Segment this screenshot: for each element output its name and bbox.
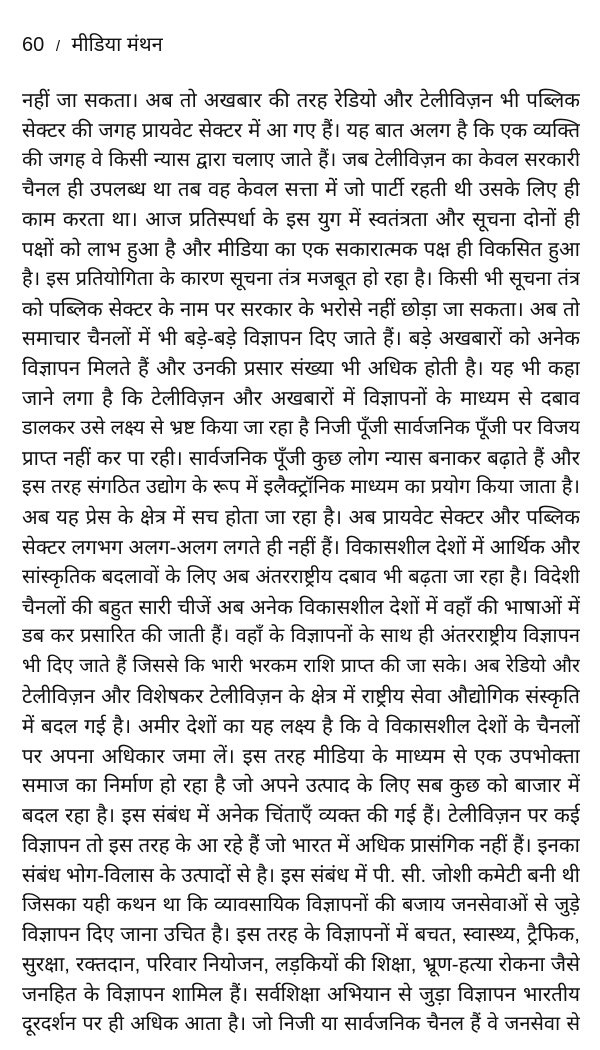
text-line: भी दिए जाते हैं जिससे कि भारी भरकम राशि प्राप्त की जा सके। अब रेडियो और xyxy=(22,655,580,678)
text-line: विज्ञापन दिए जाना उचित है। इस तरह के विज्ञापनों में बचत, स्वास्थ्य, ट्रैफिक, xyxy=(22,923,580,947)
text-line: प्राप्त नहीं कर पा रही। सार्वजनिक पूँजी कुछ लोग न्यास बनाकर बढ़ाते हैं और xyxy=(22,446,580,470)
text-line: चैनल ही उपलब्ध था तब वह केवल सत्ता में जो पार्टी रहती थी उसके लिए ही xyxy=(22,178,580,202)
text-line: समाज का निर्माण हो रहा है जो अपने उत्पाद के लिए सब कुछ को बाजार में xyxy=(22,774,580,798)
text-line: समाचार चैनलों में भी बड़े-बड़े विज्ञापन दिए जाते हैं। बड़े अखबारों को अनेक xyxy=(22,327,580,351)
text-line: को पब्लिक सेक्टर के नाम पर सरकार के भरोसे नहीं छोड़ा जा सकता। अब तो xyxy=(22,297,580,321)
text-line: सांस्कृतिक बदलावों के लिए अब अंतरराष्ट्रीय दबाव भी बढ़ता जा रहा है। विदेशी xyxy=(22,565,580,588)
running-header xyxy=(22,30,163,57)
text-line: दूरदर्शन पर ही अधिक आता है। जो निजी या सार्वजनिक चैनल हैं वे जनसेवा से xyxy=(22,1012,580,1035)
text-line: पक्षों को लाभ हुआ है और मीडिया का एक सकारात्मक पक्ष ही विकसित हुआ xyxy=(22,237,580,261)
header-separator: / xyxy=(55,38,60,55)
text-line: नहीं जा सकता। अब तो अखबार की तरह रेडियो और टेलीविज़न भी पब्लिक xyxy=(22,89,580,112)
text-line: जनहित के विज्ञापन शामिल हैं। सर्वशिक्षा अभियान से जुड़ा विज्ञापन भारतीय xyxy=(22,982,580,1006)
body-text xyxy=(22,86,580,1040)
text-line: चैनलों की बहुत सारी चीजें अब अनेक विकासशील देशों में वहाँ की भाषाओं में xyxy=(22,595,580,619)
text-line: सेक्टर की जगह प्रायवेट सेक्टर में आ गए हैं। यह बात अलग है कि एक व्यक्ति xyxy=(22,118,580,142)
text-line: है। इस प्रतियोगिता के कारण सूचना तंत्र मजबूत हो रहा है। किसी भी सूचना तंत्र xyxy=(22,267,580,290)
text-line: टेलीविज़न और विशेषकर टेलीविज़न के क्षेत्र में राष्ट्रीय सेवा औद्योगिक संस्कृति xyxy=(22,684,580,708)
text-line: विज्ञापन मिलते हैं और उनकी प्रसार संख्या भी अधिक होती है। यह भी कहा xyxy=(22,357,580,381)
text-line: पर अपना अधिकार जमा लें। इस तरह मीडिया के माध्यम से एक उपभोक्ता xyxy=(22,744,580,768)
page-number: 60 xyxy=(22,34,45,56)
text-line: डब कर प्रसारित की जाती हैं। वहाँ के विज्ञापनों के साथ ही अंतरराष्ट्रीय विज्ञापन xyxy=(22,625,580,648)
text-line: विज्ञापन तो इस तरह के आ रहे हैं जो भारत में अधिक प्रासंगिक नहीं हैं। इनका xyxy=(22,833,580,857)
text-line: काम करता था। आज प्रतिस्पर्धा के इस युग में स्वतंत्रता और सूचना दोनों ही xyxy=(22,208,580,232)
text-line: अब यह प्रेस के क्षेत्र में सच होता जा रहा है। अब प्रायवेट सेक्टर और पब्लिक xyxy=(22,506,580,530)
text-line: इस तरह संगठित उद्योग के रूप में इलैक्ट्रॉनिक माध्यम का प्रयोग किया जाता है। xyxy=(22,476,580,499)
text-line: जाने लगा है कि टेलीविज़न और अखबारों में विज्ञापनों के माध्यम से दबाव xyxy=(22,386,580,410)
text-line: बदल रहा है। इस संबंध में अनेक चिंताएँ व्यक्त की गई हैं। टेलीविज़न पर कई xyxy=(22,804,580,828)
text-line: जिसका यही कथन था कि व्यावसायिक विज्ञापनों की बजाय जनसेवाओं से जुड़े xyxy=(22,893,580,916)
text-line: में बदल गई है। अमीर देशों का यह लक्ष्य है कि वे विकासशील देशों के चैनलों xyxy=(22,714,580,738)
text-line: संबंध भोग-विलास के उत्पादों से है। इस संबंध में पी. सी. जोशी कमेटी बनी थी xyxy=(22,863,580,887)
text-line: की जगह वे किसी न्यास द्वारा चलाए जाते हैं। जब टेलीविज़न का केवल सरकारी xyxy=(22,148,580,171)
text-line: सेक्टर लगभग अलग-अलग लगते ही नहीं हैं। विकासशील देशों में आर्थिक और xyxy=(22,535,580,559)
text-line: डालकर उसे लक्ष्य से भ्रष्ट किया जा रहा है निजी पूँजी सार्वजनिक पूँजी पर विजय xyxy=(22,416,580,439)
book-title: मीडिया मंथन xyxy=(71,34,163,56)
text-line: सुरक्षा, रक्तदान, परिवार नियोजन, लड़कियों की शिक्षा, भ्रूण-हत्या रोकना जैसे xyxy=(22,953,580,977)
